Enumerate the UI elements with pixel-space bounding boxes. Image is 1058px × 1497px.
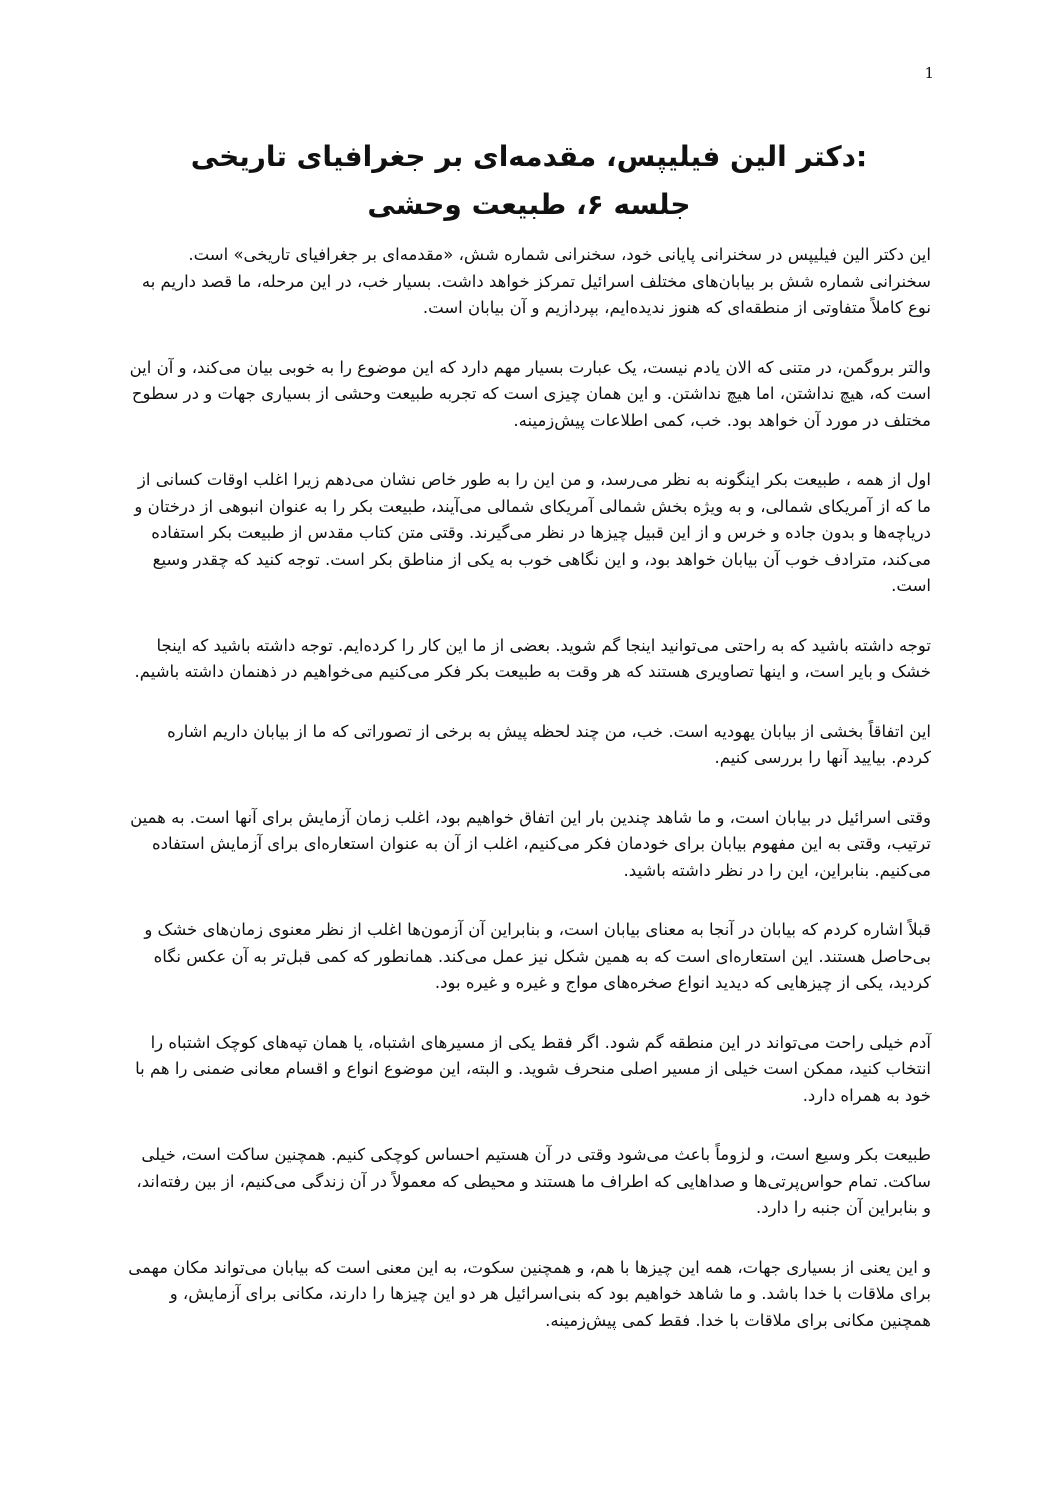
page-number: 1 (924, 64, 934, 82)
paragraph-5: این اتفاقاً بخشی از بیابان یهودیه است. خب، من چند لحظه پیش به برخی از تصوراتی که ما از بیابان داریم اشاره کردم. بیایید آنها را بررسی کنیم. (167, 721, 931, 767)
paragraph-7: قبلاً اشاره کردم که بیابان در آنجا به معنای بیابان است، و بنابراین آن آزمون‌ها اغلب از نظر معنوی زمان‌های خشک و بی‌حاصل هستند. این استعاره‌ای است که به همین شکل نیز عمل می‌کند. همانطور که کمی قبل‌تر به آن عکس نگاه کردید، یکی از چیزهایی که دیدید انواع صخره‌های مواج و غیره و غیره بود. (144, 920, 931, 992)
paragraph-4: توجه داشته باشید که به راحتی می‌توانید اینجا گم شوید. بعضی از ما این کار را کرده‌ایم. توجه داشته باشید که اینجا خشک و بایر است، و اینها تصاویری هستند که هر وقت به طبیعت بکر فکر می‌کنیم می‌خواهیم در ذهنمان داشته باشیم. (134, 635, 931, 681)
document-body (128, 242, 931, 1367)
paragraph-8: آدم خیلی راحت می‌تواند در این منطقه گم شود. اگر فقط یکی از مسیرهای اشتباه، یا همان تپه‌های کوچک اشتباه را انتخاب کنید، ممکن است خیلی از مسیر اصلی منحرف شوید. و البته، این موضوع انواع و اقسام معانی ضمنی را هم با خود به همراه دارد. (135, 1032, 931, 1105)
paragraph-10: و این یعنی از بسیاری جهات، همه این چیزها با هم، و همچنین سکوت، به این معنی است که بیابان می‌تواند مکان مهمی برای ملاقات با خدا باشد. و ما شاهد خواهیم بود که بنی‌اسرائیل هر دو این چیزها را دارند، مکانی برای آزمایش، و همچنین مکانی برای ملاقات با خدا. فقط کمی پیش‌زمینه. (128, 1257, 931, 1330)
title-line-2: جلسه ۶، طبیعت وحشی (367, 188, 691, 221)
document-title (130, 133, 928, 229)
paragraph-2: والتر بروگمن، در متنی که الان یادم نیست، یک عبارت بسیار مهم دارد که این موضوع را به خوبی بیان می‌کند، و آن این است که، هیچ نداشتن، اما هیچ نداشتن. و این همان چیزی است که تجربه طبیعت وحشی از بسیاری جهات و در سطوح مختلف در مورد آن خواهد بود. خب، کمی اطلاعات پیش‌زمینه. (129, 357, 931, 430)
paragraph-3: اول از همه ، طبیعت بکر اینگونه به نظر می‌رسد، و من این را به طور خاص نشان می‌دهم زیرا اغلب اوقات کسانی از ما که از آمریکای شمالی، و به ویژه بخش شمالی آمریکای شمالی می‌آیند، طبیعت بکر را به عنوان انبوهی از درختان و دریاچه‌ها و بدون جاده و خرس و از این قبیل چیزها در نظر می‌گیرند. وقتی متن کتاب مقدس از طبیعت بکر استفاده می‌کند، مترادف خوب آن بیابان خواهد بود، و این نگاهی خوب به یکی از مناطق بکر است. توجه کنید که چقدر وسیع است. (134, 470, 931, 595)
title-line-1: :دکتر الین فیلیپس، مقدمه‌ای بر جغرافیای تاریخی (190, 140, 868, 173)
paragraph-9: طبیعت بکر وسیع است، و لزوماً باعث می‌شود وقتی در آن هستیم احساس کوچکی کنیم. همچنین ساکت است، خیلی ساکت. تمام حواس‌پرتی‌ها و صداهایی که اطراف ما هستند و محیطی که معمولاً در آن زندگی می‌کنیم، از بین رفته‌اند، و بنابراین آن جنبه را دارد. (136, 1145, 931, 1217)
paragraph-6: وقتی اسرائیل در بیابان است، و ما شاهد چندین بار این اتفاق خواهیم بود، اغلب زمان آزمایش برای آنها است. به همین ترتیب، وقتی به این مفهوم بیابان برای خودمان فکر می‌کنیم، اغلب از آن به عنوان استعاره‌ای برای آزمایش استفاده می‌کنیم. بنابراین، این را در نظر داشته باشید. (130, 807, 931, 880)
paragraph-1: این دکتر الین فیلیپس در سخنرانی پایانی خود، سخنرانی شماره شش، «مقدمه‌ای بر جغرافیای تاریخی» است. سخنرانی شماره شش بر بیابان‌های مختلف اسرائیل تمرکز خواهد داشت. بسیار خب، در این مرحله، ما قصد داریم به نوع کاملاً متفاوتی از منطقه‌ای که هنوز ندیده‌ایم، بپردازیم و آن بیابان است. (141, 245, 931, 317)
